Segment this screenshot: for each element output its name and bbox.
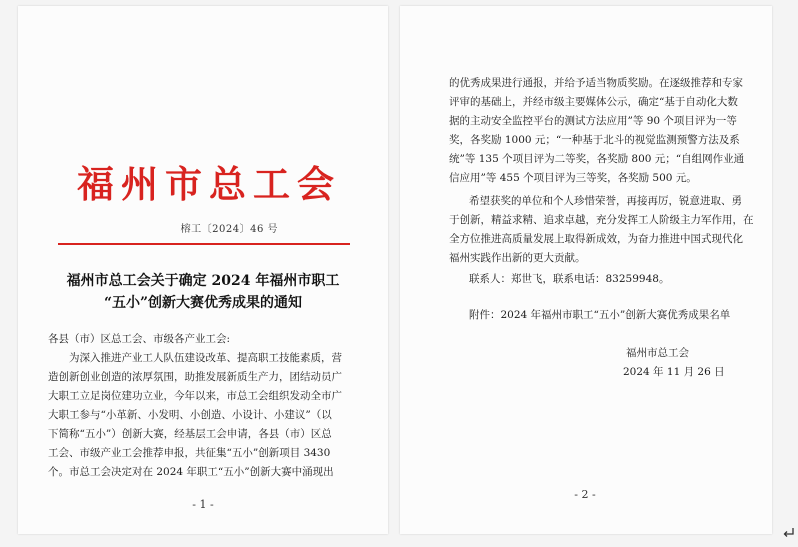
body-line: 大职工参与“小革新、小发明、小创造、小设计、小建议”（以 [48, 409, 332, 421]
body-line: 工会、市级产业工会推荐申报，共征集“五小”创新项目 3430 [48, 447, 331, 459]
body-line: 大职工立足岗位建功立业，今年以来，市总工会组织发动全市广 [48, 390, 342, 402]
page-number: - 1 - [192, 498, 214, 511]
red-divider-line [58, 243, 350, 245]
body-line: 的优秀成果进行通报，并给予适当物质奖励。在逐级推荐和专家 [449, 77, 743, 89]
body-line: 福州实践作出新的更大贡献。 [449, 252, 586, 264]
document-number: 榕工〔2024〕46 号 [180, 224, 278, 235]
body-line: 信应用”等 455 个项目评为三等奖，各奖励 500 元。 [449, 172, 697, 184]
page-number: - 2 - [574, 488, 596, 501]
body-line: 为深入推进产业工人队伍建设改革、提高职工技能素质，营 [69, 352, 342, 364]
body-line: 于创新，精益求精、追求卓越，充分发挥工人阶级主力军作用，在 [449, 214, 754, 226]
document-title-line-1: 福州市总工会关于确定 2024 年福州市职工 [66, 273, 340, 289]
body-line: 据的主动安全监控平台的测试方法应用”等 90 个项目评为一等 [449, 115, 737, 127]
body-line: 下简称“五小”）创新大赛，经基层工会申请，各县（市）区总 [48, 428, 332, 440]
return-arrow-icon [782, 526, 796, 540]
document-title-line-2: “五小”创新大赛优秀成果的通知 [103, 295, 303, 311]
salutation: 各县（市）区总工会、市级各产业工会: [48, 333, 231, 345]
signature-organization: 福州市总工会 [626, 347, 689, 359]
attachment-line: 附件：2024 年福州市职工“五小”创新大赛优秀成果名单 [469, 309, 731, 321]
body-line: 希望获奖的单位和个人珍惜荣誉，再接再厉，锐意进取、勇 [469, 195, 742, 207]
issuer-header-title: 福州市总工会 [77, 162, 341, 206]
body-line: 个。市总工会决定对在 2024 年职工“五小”创新大赛中涌现出 [48, 466, 334, 478]
body-line: 评审的基础上，并经市级主要媒体公示，确定“基于自动化大数 [449, 96, 738, 108]
document-page-1 [18, 6, 388, 534]
document-page-2 [400, 6, 772, 534]
body-line: 奖，各奖励 1000 元；“一种基于北斗的视觉监测预警方法及系 [449, 134, 740, 146]
body-line: 全方位推进高质量发展上取得新成效，为奋力推进中国式现代化 [449, 233, 743, 245]
signature-date: 2024 年 11 月 26 日 [623, 366, 725, 378]
body-line: 造创新创业创造的浓厚氛围，助推发展新质生产力，团结动员广 [48, 371, 342, 383]
body-line: 统”等 135 个项目评为二等奖，各奖励 800 元；“自组网作业通 [449, 153, 745, 165]
contact-line: 联系人：郑世飞，联系电话：83259948。 [469, 273, 670, 285]
